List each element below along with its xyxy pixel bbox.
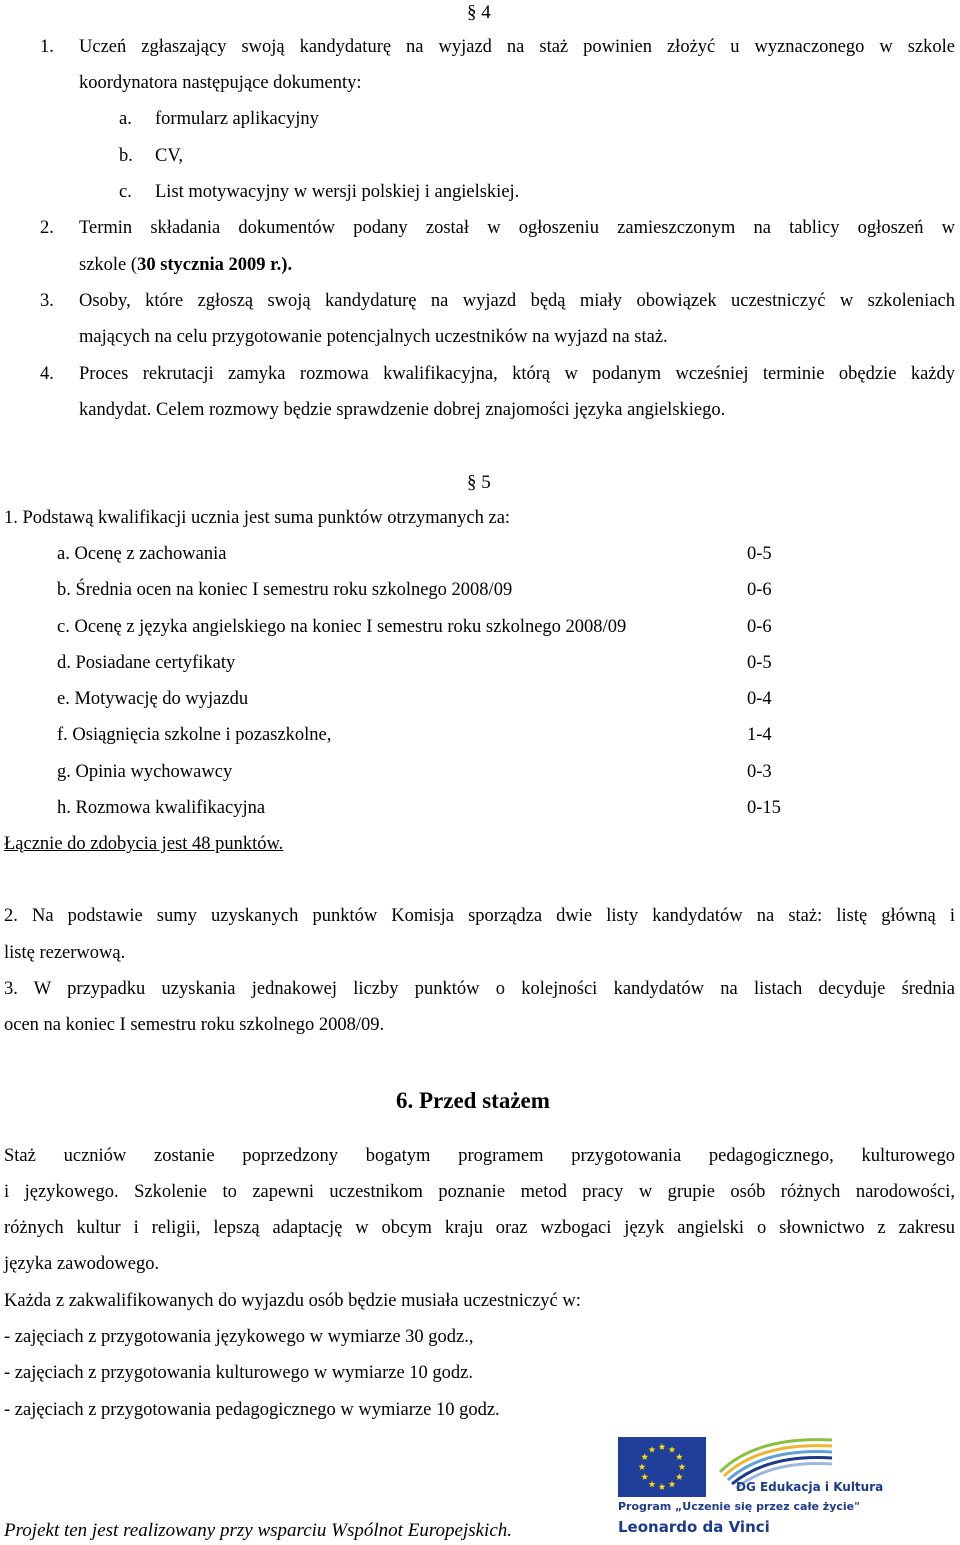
criterion-points: 0-5: [747, 544, 772, 564]
criterion-points: 0-3: [747, 762, 772, 782]
logo-line-1: DG Edukacja i Kultura: [736, 1480, 884, 1494]
criterion-points: 1-4: [747, 725, 772, 745]
eu-star-icon: [659, 1443, 666, 1450]
item-number: 4.: [40, 364, 54, 384]
criterion-points: 0-15: [747, 798, 781, 818]
item-number: 1.: [40, 37, 54, 57]
paragraph-line: 3. W przypadku uzyskania jednakowej liczby punktów o kolejności kandydatów na listach decyduje średnia: [4, 979, 955, 999]
paragraph-line: języka zawodowego.: [4, 1254, 160, 1274]
criterion-label: b. Średnia ocen na koniec I semestru roku szkolnego 2008/09: [57, 580, 513, 600]
list-item: - zajęciach z przygotowania językowego w wymiarze 30 godz.,: [4, 1327, 474, 1347]
criterion-points: 0-6: [747, 617, 772, 637]
criterion-row: [57, 580, 797, 606]
criterion-row: [57, 653, 797, 679]
points-total: Łącznie do zdobycia jest 48 punktów.: [4, 834, 284, 854]
eu-star-icon: [679, 1463, 686, 1470]
paragraph-line: koordynatora następujące dokumenty:: [79, 73, 362, 93]
paragraph-line: Staż uczniów zostanie poprzedzony bogatym programem przygotowania pedagogicznego, kulturowego: [4, 1146, 955, 1166]
criterion-label: d. Posiadane certyfikaty: [57, 653, 236, 673]
paragraph-line: różnych kultur i religii, lepszą adaptację w obcym kraju oraz wzbogaci język angielski o słownictwo z zakresu: [4, 1218, 955, 1238]
paragraph-line: i językowego. Szkolenie to zapewni uczestnikom poznanie metod pracy w grupie osób różnych narodowości,: [4, 1182, 955, 1202]
list-item: - zajęciach z przygotowania kulturowego w wymiarze 10 godz.: [4, 1363, 473, 1383]
criterion-row: [57, 725, 797, 751]
criterion-label: a. Ocenę z zachowania: [57, 544, 227, 564]
paragraph-line: ocen na koniec I semestru roku szkolnego 2008/09.: [4, 1015, 385, 1035]
criterion-label: e. Motywację do wyjazdu: [57, 689, 249, 709]
eu-flag-logo: [618, 1437, 706, 1497]
paragraph-line: kandydat. Celem rozmowy będzie sprawdzenie dobrej znajomości języka angielskiego.: [79, 400, 726, 420]
eu-star-icon: [639, 1463, 646, 1470]
logo-line-2: Program „Uczenie się przez całe życie": [618, 1500, 860, 1513]
criterion-points: 0-5: [747, 653, 772, 673]
criterion-label: c. Ocenę z języka angielskiego na koniec I semestru roku szkolnego 2008/09: [57, 617, 627, 637]
eu-stars-icon: [618, 1437, 706, 1497]
paragraph-line: Uczeń zgłaszający swoją kandydaturę na wyjazd na staż powinien złożyć u wyznaczonego w szkole: [79, 37, 955, 57]
criterion-label: f. Osiągnięcia szkolne i pozaszkolne,: [57, 725, 332, 745]
section-5-intro: 1. Podstawą kwalifikacji ucznia jest suma punktów otrzymanych za:: [4, 508, 511, 528]
list-item: formularz aplikacyjny: [155, 109, 319, 129]
criterion-points: 0-6: [747, 580, 772, 600]
list-item: CV,: [155, 146, 183, 166]
criterion-label: h. Rozmowa kwalifikacyjna: [57, 798, 266, 818]
eu-star-icon: [659, 1483, 666, 1490]
criterion-row: [57, 689, 797, 715]
eu-star-icon: [641, 1453, 648, 1460]
deadline-date: 30 stycznia 2009 r.).: [137, 255, 293, 275]
criterion-label: g. Opinia wychowawcy: [57, 762, 233, 782]
paragraph-line: Osoby, które zgłoszą swoją kandydaturę na wyjazd będą miały obowiązek uczestniczyć w szkoleniach: [79, 291, 955, 311]
list-letter: a.: [119, 109, 132, 129]
section-4-title: § 4: [467, 2, 491, 23]
paragraph-line: mających na celu przygotowanie potencjalnych uczestników na wyjazd na staż.: [79, 327, 668, 347]
eu-star-icon: [649, 1446, 656, 1453]
section-5-title: § 5: [467, 472, 491, 493]
item-number: 2.: [40, 218, 54, 238]
footer-text: Projekt ten jest realizowany przy wsparciu Wspólnot Europejskich.: [4, 1520, 513, 1541]
section-6-title: 6. Przed stażem: [396, 1088, 550, 1113]
logo-line-3: Leonardo da Vinci: [618, 1518, 770, 1536]
list-item: - zajęciach z przygotowania pedagogicznego w wymiarze 10 godz.: [4, 1400, 500, 1420]
eu-star-icon: [669, 1481, 676, 1488]
criterion-row: [57, 798, 797, 824]
criterion-points: 0-4: [747, 689, 772, 709]
paragraph-line: listę rezerwową.: [4, 943, 126, 963]
list-letter: c.: [119, 182, 132, 202]
eu-star-icon: [676, 1453, 683, 1460]
paragraph-line: Termin składania dokumentów podany został w ogłoszeniu zamieszczonym na tablicy ogłoszeń w: [79, 218, 955, 238]
criterion-row: [57, 617, 797, 643]
paragraph-line: 2. Na podstawie sumy uzyskanych punktów Komisja sporządza dwie listy kandydatów na staż: listę główną i: [4, 906, 955, 926]
list-letter: b.: [119, 146, 133, 166]
eu-star-icon: [649, 1481, 656, 1488]
criterion-row: [57, 762, 797, 788]
paragraph-line: szkole (30 stycznia 2009 r.).: [79, 255, 293, 275]
list-item: List motywacyjny w wersji polskiej i angielskiej.: [155, 182, 520, 202]
eu-star-icon: [669, 1446, 676, 1453]
paragraph-line: Proces rekrutacji zamyka rozmowa kwalifikacyjna, którą w podanym wcześniej terminie obędzie każdy: [79, 364, 955, 384]
item-number: 3.: [40, 291, 54, 311]
eu-star-icon: [676, 1473, 683, 1480]
obligation-text: Każda z zakwalifikowanych do wyjazdu osób będzie musiała uczestniczyć w:: [4, 1291, 581, 1311]
criterion-row: [57, 544, 797, 570]
eu-star-icon: [641, 1473, 648, 1480]
